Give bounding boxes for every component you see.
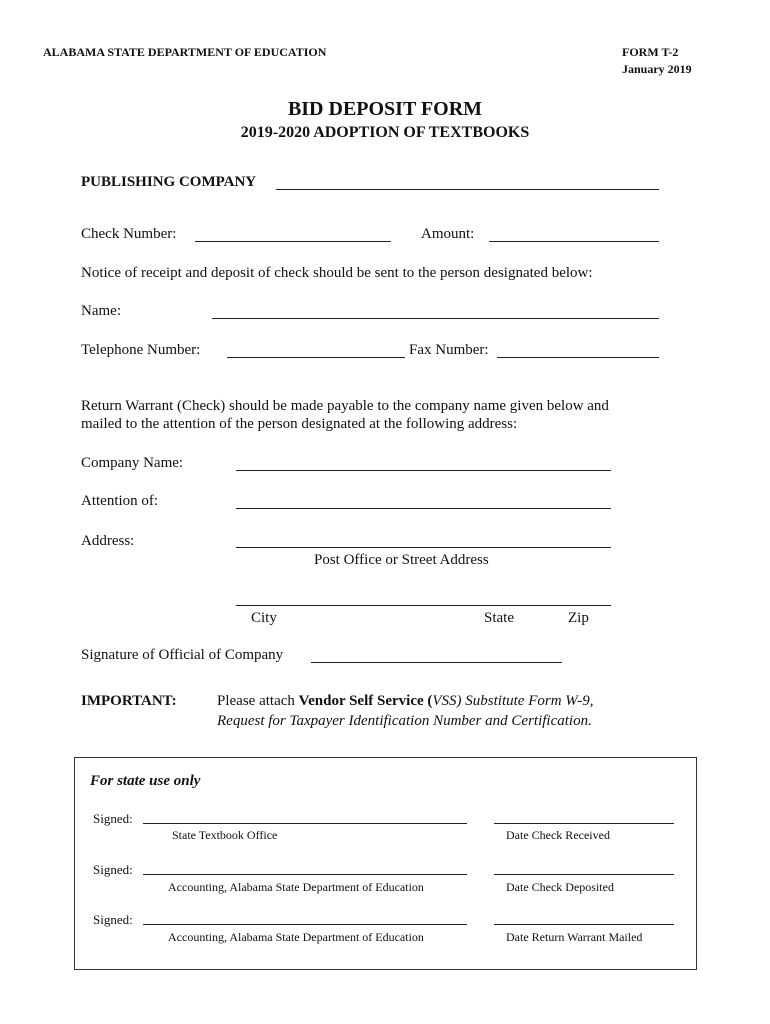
vss-form-text: VSS) Substitute Form W-9, — [432, 693, 594, 709]
department-name: ALABAMA STATE DEPARTMENT OF EDUCATION — [43, 45, 327, 59]
zip-caption: Zip — [568, 610, 589, 626]
city-state-zip-field[interactable] — [236, 605, 611, 606]
important-text — [217, 693, 673, 710]
city-caption: City — [251, 610, 277, 626]
name-label: Name: — [81, 303, 121, 319]
name-field[interactable] — [212, 318, 659, 319]
important-text-line2: Request for Taxpayer Identification Number and Certification. — [217, 713, 592, 729]
attention-label: Attention of: — [81, 493, 159, 509]
attention-field[interactable] — [236, 508, 611, 509]
signed-label: Signed: — [93, 862, 133, 877]
signature-field-textbook-office[interactable] — [143, 823, 467, 824]
date-check-received-field[interactable] — [494, 823, 674, 824]
notice-text: Notice of receipt and deposit of check should be sent to the person designated below: — [81, 265, 593, 281]
form-title: BID DEPOSIT FORM — [287, 98, 483, 120]
address-label: Address: — [81, 533, 135, 549]
signature-label: Signature of Official of Company — [81, 647, 284, 663]
return-warrant-text-line2: mailed to the attention of the person designated at the following address: — [81, 416, 518, 432]
accounting-caption: Accounting, Alabama State Department of Education — [168, 880, 424, 894]
vss-open-paren: ( — [427, 693, 433, 709]
form-subtitle: 2019-2020 ADOPTION OF TEXTBOOKS — [240, 124, 530, 141]
amount-field[interactable] — [489, 241, 659, 242]
signature-field[interactable] — [311, 662, 562, 663]
check-number-field[interactable] — [195, 241, 391, 242]
signature-field-accounting-2[interactable] — [143, 924, 467, 925]
fax-label: Fax Number: — [409, 342, 489, 358]
return-warrant-text-line1: Return Warrant (Check) should be made payable to the company name given below and — [81, 398, 609, 414]
company-name-field[interactable] — [236, 470, 611, 471]
signed-label: Signed: — [93, 912, 133, 927]
form-number: FORM T-2 — [622, 45, 679, 59]
publishing-company-label: PUBLISHING COMPANY — [81, 174, 257, 190]
street-address-caption: Post Office or Street Address — [314, 552, 489, 568]
date-return-warrant-mailed-caption: Date Return Warrant Mailed — [506, 930, 643, 944]
date-check-received-caption: Date Check Received — [506, 828, 610, 842]
signature-field-accounting-1[interactable] — [143, 874, 467, 875]
publishing-company-field[interactable] — [276, 189, 659, 190]
street-address-field[interactable] — [236, 547, 611, 548]
vendor-self-service-text: Vendor Self Service — [298, 693, 424, 709]
check-number-label: Check Number: — [81, 226, 177, 242]
signed-label: Signed: — [93, 811, 133, 826]
important-label: IMPORTANT: — [81, 693, 177, 709]
important-text-prefix: Please attach — [217, 693, 295, 709]
state-use-heading: For state use only — [90, 773, 201, 789]
company-name-label: Company Name: — [81, 455, 184, 471]
telephone-label: Telephone Number: — [81, 342, 201, 358]
amount-label: Amount: — [421, 226, 475, 242]
form-date: January 2019 — [622, 62, 692, 76]
date-check-deposited-caption: Date Check Deposited — [506, 880, 614, 894]
fax-field[interactable] — [497, 357, 659, 358]
telephone-field[interactable] — [227, 357, 405, 358]
state-textbook-office-caption: State Textbook Office — [172, 828, 278, 842]
state-caption: State — [484, 610, 514, 626]
date-check-deposited-field[interactable] — [494, 874, 674, 875]
accounting-caption: Accounting, Alabama State Department of Education — [168, 930, 424, 944]
date-return-warrant-mailed-field[interactable] — [494, 924, 674, 925]
